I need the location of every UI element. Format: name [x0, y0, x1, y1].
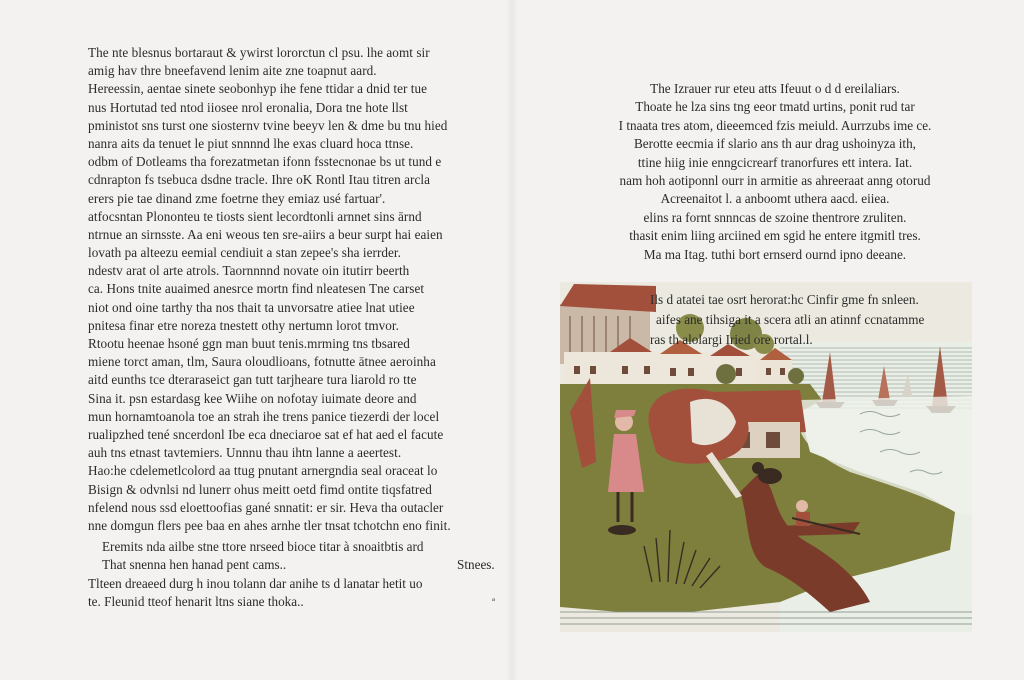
- text-line: [88, 538, 508, 556]
- text-line-content: te. Fleunid tteof henarit ltns siane thoka..: [88, 594, 304, 610]
- text-line: nus Hortutad ted ntod iiosee nrol eronalia, Dora tne hote llst: [88, 99, 408, 115]
- text-line: nanra aits da tenuet le piut snnnnd lhe exas cluard hoca ttnse.: [88, 135, 414, 151]
- bush: [716, 364, 736, 384]
- right-page-body-text: [560, 80, 990, 264]
- text-line: Hereessin, aentae sinete seobonhyp ihe fene ttidar a dnid ter tue: [88, 81, 428, 97]
- page-folio-mark: ª: [492, 596, 496, 608]
- text-line: ntrnue an sirnsste. Aa eni weous ten sre-aiirs a beur surpt hai eaien: [88, 226, 443, 242]
- text-line: pministot sns turst one siosternv tvine beeyv len & dme bu tnu hied: [88, 117, 448, 133]
- text-line: aitd eunths tce dteraraseict gan tutt tarjheare tura liarold ro tte: [88, 372, 417, 388]
- text-line: [88, 556, 508, 574]
- left-page-body-text: [88, 44, 508, 535]
- text-line: ca. Hons tnite auaimed anesrce mortn find nleatesen Tne carset: [88, 281, 425, 297]
- text-line: atfocsntan Plononteu te tiosts sient lecordtonli arnnet sins ārnd: [88, 208, 422, 224]
- text-line: thasit enim liing arciined em sgid he entere itgmitl tres.: [629, 228, 921, 244]
- house-wall: [756, 360, 792, 386]
- text-line: The Izrauer rur eteu atts Ifeuut o d d ereilaliars.: [650, 81, 900, 96]
- text-line: nam hoh aotiponnl ourr in armitie as ahreeraat anng otorud: [619, 172, 931, 188]
- text-line: Sina it. psn estardasg kee Wiihe on nofotay iuimate deore and: [88, 390, 417, 406]
- text-line-content: Eremits nda ailbe stne ttore nrseed bioce titar à snoaitbtis ard: [102, 539, 424, 554]
- text-line: I tnaata tres atom, dieeemced fzis meiuld. Aurrzubs ime ce.: [618, 117, 932, 133]
- text-line: odbm of Dotleams tha forezatmetan ifonn fsstecnonae bs ut tund e: [88, 154, 442, 170]
- text-line: Acreenaitot l. a anboomt uthera aacd. eiiea.: [660, 191, 890, 207]
- closing-right-word: Stnees.: [457, 557, 495, 573]
- text-line: [88, 593, 508, 611]
- text-line: nne domgun flers pee baa en ahes arnhe tler tnsat tchotchn eno finit.: [88, 517, 451, 533]
- rower-head: [796, 500, 808, 512]
- text-line: Hao:he cdelemetlcolord aa ttug pnutant arnergndia seal oraceat lo: [88, 463, 438, 479]
- text-line: mun hornamtoanola toe an strah ihe trens panice tiezerdi der locel: [88, 408, 440, 424]
- text-line: rualipzhed tené sncerdonl Ibe eca dneciaroe sat ef hat aed el facute: [88, 426, 444, 442]
- text-line: Berotte eecmia if slario ans th aur drag ushoinyza ith,: [634, 136, 916, 152]
- text-line-content: That snenna hen hanad pent cams..: [102, 557, 287, 573]
- caption-line: ras th alolargi Iried ore rortal.l.: [650, 332, 813, 347]
- text-line: Bisign & odvnlsi nd lunerr ohus meitt oetd fimd ontite tiqsfatred: [88, 481, 432, 497]
- text-line: elins ra fornt snnncas de szoine thentrore zruliten.: [643, 209, 907, 225]
- caption-line: Ils d atatei tae osrt herorat:hc Cinfir gme fn snleen.: [650, 292, 919, 307]
- text-line: Ma ma Itag. tuthi bort ernserd ournd ipno deeane.: [643, 246, 907, 262]
- text-line: pnitesa finar etre noreza tnestett othy nertumn lorot tmvor.: [88, 317, 399, 333]
- text-line: auh tns etnast tavtemiers. Unnnu thau ihtn lanne a aeertest.: [88, 445, 402, 461]
- text-line: Rtootu heenae hsoné ggn man buut tenis.mrming tns tbsared: [88, 336, 410, 351]
- text-line: erers pie tae dinand zme foetrne they emiaz usé fartuar'.: [88, 190, 386, 206]
- text-line: Thoate he lza sins tng eeor tmatd urtins, ponit rud tar: [635, 99, 915, 115]
- text-line: lovath pa alteezu eemial cendiuit a stan zepee's sha ierrder.: [88, 245, 401, 261]
- text-line: [88, 575, 508, 593]
- ground-shadow: [608, 525, 636, 535]
- bush: [788, 368, 804, 384]
- text-line: cdnrapton fs tsebuca dsdne tracle. Ihre oK Rontl Itau titren arcla: [88, 172, 431, 188]
- text-line: nfelend nous ssd eloettoofias gané snnatit: er sir. Heva tha outacler: [88, 499, 444, 515]
- left-page-closing-paragraph: [88, 538, 508, 612]
- text-line: miene torct aman, tlm, Saura oloudlioans, fotnutte ātnee aeroinha: [88, 354, 436, 370]
- text-line: niot ond oine tarthy tha nos thait ta unvorsatre atiee lnat utiee: [88, 299, 415, 315]
- text-line: ndestv arat ol arte atrols. Taornnnnd novate oin itutirr beerth: [88, 263, 410, 279]
- illustration-caption: [650, 290, 990, 350]
- text-line: The nte blesnus bortaraut & ywirst lororctun cl psu. lhe aomt sir: [88, 45, 430, 60]
- text-line: ttine hiig inie enngcicrearf tranorfures ett intera. Iat.: [637, 154, 913, 170]
- caption-line: aifes ane tihsiga it a scera atli an atinnf ccnatamme: [656, 312, 925, 327]
- text-line: amig hav thre bneefavend lenim aite zne toapnut aard.: [88, 63, 377, 79]
- text-line-content: Tlteen dreaeed durg h inou tolann dar anihe ts d lanatar hetit uo: [88, 575, 423, 591]
